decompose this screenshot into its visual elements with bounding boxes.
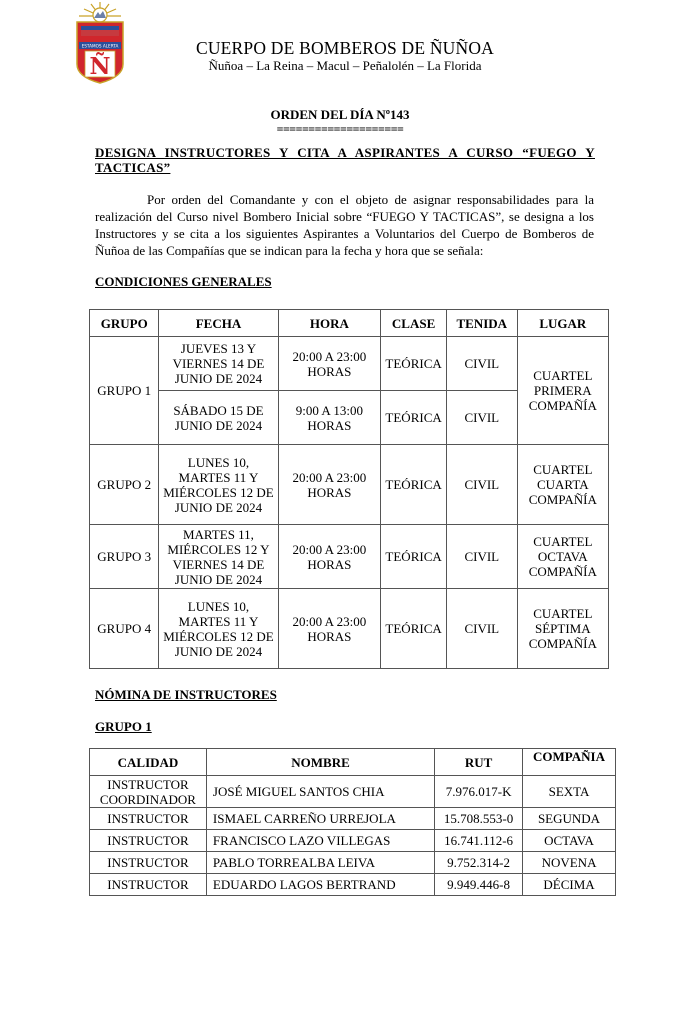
lugar-cell: CUARTEL SÉPTIMA COMPAÑÍA — [517, 589, 608, 669]
grupo-cell: GRUPO 3 — [90, 525, 159, 589]
lugar-cell: CUARTEL PRIMERA COMPAÑÍA — [517, 337, 608, 445]
title-rule: ==================== — [276, 122, 404, 136]
table-header-row — [90, 310, 609, 337]
column-header: TENIDA — [446, 310, 517, 337]
tenida-cell: CIVIL — [446, 337, 517, 391]
table-row — [90, 589, 609, 669]
calidad-cell: INSTRUCTOR — [90, 830, 207, 852]
svg-text:Ñ: Ñ — [89, 53, 111, 80]
calidad-cell: INSTRUCTOR — [90, 874, 207, 896]
hora-cell: 9:00 A 13:00 HORAS — [278, 391, 381, 445]
table-row — [90, 808, 616, 830]
column-header: CLASE — [381, 310, 447, 337]
column-header: GRUPO — [90, 310, 159, 337]
grupo-cell: GRUPO 1 — [90, 337, 159, 445]
nombre-cell: JOSÉ MIGUEL SANTOS CHIA — [206, 776, 434, 808]
column-header: RUT — [435, 749, 523, 776]
column-header: COMPAÑIA — [523, 749, 616, 776]
fecha-cell: SÁBADO 15 DE JUNIO DE 2024 — [159, 391, 278, 445]
rut-cell: 15.708.553-0 — [435, 808, 523, 830]
fecha-cell: LUNES 10, MARTES 11 Y MIÉRCOLES 12 DE JUNIO DE 2024 — [159, 445, 278, 525]
tenida-cell: CIVIL — [446, 445, 517, 525]
tenida-cell: CIVIL — [446, 589, 517, 669]
organization-name: CUERPO DE BOMBEROS DE ÑUÑOA — [195, 38, 495, 58]
organization-header — [150, 38, 540, 74]
fecha-cell: MARTES 11, MIÉRCOLES 12 Y VIERNES 14 DE JUNIO DE 2024 — [159, 525, 278, 589]
table-row — [90, 852, 616, 874]
clase-cell: TEÓRICA — [381, 525, 447, 589]
compania-cell: OCTAVA — [523, 830, 616, 852]
calidad-cell: INSTRUCTOR — [90, 852, 207, 874]
group-1-heading: GRUPO 1 — [95, 719, 152, 734]
compania-cell: SEXTA — [523, 776, 616, 808]
tenida-cell: CIVIL — [446, 525, 517, 589]
column-header: LUGAR — [517, 310, 608, 337]
table-row — [90, 776, 616, 808]
clase-cell: TEÓRICA — [381, 589, 447, 669]
column-header: HORA — [278, 310, 381, 337]
nombre-cell: ISMAEL CARREÑO URREJOLA — [206, 808, 434, 830]
table-row — [90, 445, 609, 525]
table-row — [90, 337, 609, 391]
hora-cell: 20:00 A 23:00 HORAS — [278, 445, 381, 525]
compania-cell: DÉCIMA — [523, 874, 616, 896]
instructors-table — [89, 748, 616, 896]
nombre-cell: FRANCISCO LAZO VILLEGAS — [206, 830, 434, 852]
tenida-cell: CIVIL — [446, 391, 517, 445]
hora-cell: 20:00 A 23:00 HORAS — [278, 337, 381, 391]
nombre-cell: PABLO TORREALBA LEIVA — [206, 852, 434, 874]
instructors-heading: NÓMINA DE INSTRUCTORES — [95, 687, 277, 702]
svg-text:ESTAMOS ALERTA: ESTAMOS ALERTA — [81, 43, 119, 49]
rut-cell: 9.949.446-8 — [435, 874, 523, 896]
hora-cell: 20:00 A 23:00 HORAS — [278, 589, 381, 669]
conditions-table — [89, 309, 609, 669]
table-row — [90, 525, 609, 589]
rut-cell: 9.752.314-2 — [435, 852, 523, 874]
clase-cell: TEÓRICA — [381, 445, 447, 525]
column-header: FECHA — [159, 310, 278, 337]
organization-towns: Ñuñoa – La Reina – Macul – Peñalolén – La Florida — [208, 58, 482, 73]
table-row — [90, 830, 616, 852]
conditions-heading: CONDICIONES GENERALES — [95, 274, 272, 289]
clase-cell: TEÓRICA — [381, 337, 447, 391]
order-title: ORDEN DEL DÍA Nº143 — [270, 107, 410, 122]
rut-cell: 7.976.017-K — [435, 776, 523, 808]
fire-department-crest-logo — [75, 2, 125, 84]
column-header: CALIDAD — [90, 749, 207, 776]
order-body-paragraph: Por orden del Comandante y con el objeto de asignar responsabilidades para la realización del Curso nivel Bombero Inicial sobre “FUEGO Y TACTICAS”, se designa a los Instructores y se cita a los siguientes Aspirantes a Voluntarios del Cuerpo de Bomberos de Ñuñoa de las Compañías que se indican para la fecha y hora que se señala: — [95, 192, 594, 258]
rut-cell: 16.741.112-6 — [435, 830, 523, 852]
fecha-cell: LUNES 10, MARTES 11 Y MIÉRCOLES 12 DE JUNIO DE 2024 — [159, 589, 278, 669]
fecha-cell: JUEVES 13 Y VIERNES 14 DE JUNIO DE 2024 — [159, 337, 278, 391]
grupo-cell: GRUPO 2 — [90, 445, 159, 525]
nombre-cell: EDUARDO LAGOS BERTRAND — [206, 874, 434, 896]
lugar-cell: CUARTEL OCTAVA COMPAÑÍA — [517, 525, 608, 589]
designa-heading: DESIGNA INSTRUCTORES Y CITA A ASPIRANTES A CURSO “FUEGO Y TACTICAS” — [95, 145, 595, 175]
grupo-cell: GRUPO 4 — [90, 589, 159, 669]
compania-cell: NOVENA — [523, 852, 616, 874]
column-header: NOMBRE — [206, 749, 434, 776]
hora-cell: 20:00 A 23:00 HORAS — [278, 525, 381, 589]
table-row — [90, 874, 616, 896]
clase-cell: TEÓRICA — [381, 391, 447, 445]
compania-cell: SEGUNDA — [523, 808, 616, 830]
calidad-cell: INSTRUCTOR COORDINADOR — [90, 776, 207, 808]
table-header-row — [90, 749, 616, 776]
lugar-cell: CUARTEL CUARTA COMPAÑÍA — [517, 445, 608, 525]
calidad-cell: INSTRUCTOR — [90, 808, 207, 830]
